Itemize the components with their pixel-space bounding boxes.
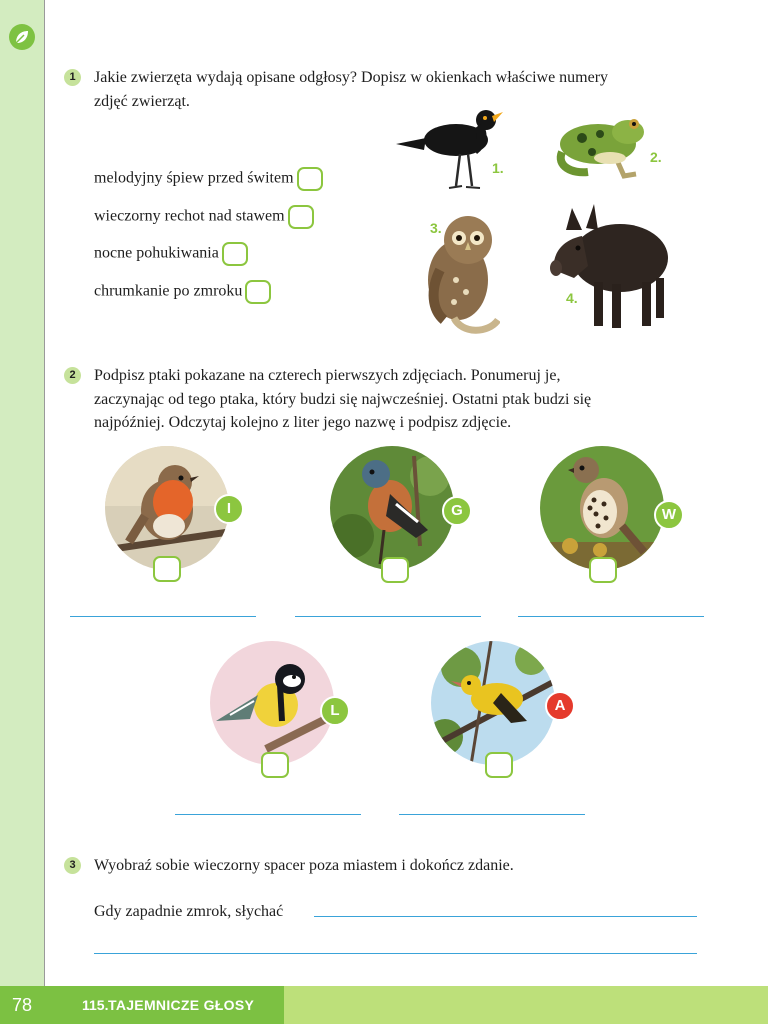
sound-item-4 [94,280,271,304]
answer-box-4[interactable] [245,280,271,304]
leaf-icon [9,24,35,50]
letter-badge-i: I [214,494,244,524]
photo-label-4: 4. [566,290,578,306]
bird-number-box-3[interactable] [589,557,617,583]
sound-item-label: nocne pohukiwania [94,244,219,262]
exercise-2-line-2: zaczynając od tego ptaka, który budzi się najwcześniej. Ostatni ptak budzi się [94,390,592,408]
bird-name-line-1[interactable] [70,616,256,617]
answer-box-3[interactable] [222,242,248,266]
sound-item-label: melodyjny śpiew przed świtem [94,169,294,187]
sound-item-label: wieczorny rechot nad stawem [94,207,285,225]
chapter-title: TAJEMNICZE GŁOSY [108,997,255,1013]
great-tit-photo [210,641,334,765]
exercise-2-line-3: najpóźniej. Odczytaj kolejno z liter jego nazwę i podpisz zdjęcie. [94,414,512,431]
bird-name-line-4[interactable] [175,814,361,815]
exercise-1-line-1: Jakie zwierzęta wydają opisane odgłosy? Dopisz w okienkach właściwe numery [94,69,609,86]
sound-item-1 [94,167,323,191]
answer-box-1[interactable] [297,167,323,191]
frog-photo [552,108,652,180]
letter-badge-w: W [654,500,684,530]
exercise-3-instruction: Wyobraź sobie wieczorny spacer poza miastem i dokończ zdanie. [94,857,514,874]
bird-number-box-1[interactable] [153,556,181,582]
wild-boar-photo [548,196,673,334]
letter-badge-g: G [442,496,472,526]
exercise-number-1: 1 [64,69,81,86]
letter-badge-a: A [545,691,575,721]
answer-box-2[interactable] [288,205,314,229]
bird-number-box-4[interactable] [261,752,289,778]
chaffinch-photo [330,446,454,570]
exercise-number-3: 3 [64,857,81,874]
robin-photo [105,446,229,570]
exercise-3-prompt: Gdy zapadnie zmrok, słychać [94,903,284,920]
page-number: 78 [0,986,44,1024]
exercise-number-2: 2 [64,367,81,384]
bird-name-line-3[interactable] [518,616,704,617]
oriole-photo [431,641,555,765]
chapter-number: 115. [82,997,109,1013]
bird-number-box-5[interactable] [485,752,513,778]
photo-label-2: 2. [650,149,662,165]
song-thrush-photo [540,446,664,570]
exercise-2-instruction [94,364,734,435]
exercise-1-line-2: zdjęć zwierząt. [94,92,190,110]
blackbird-photo [394,100,504,195]
letter-badge-l: L [320,696,350,726]
sound-item-3 [94,242,248,266]
exercise-2-line-1: Podpisz ptaki pokazane na czterech pierwszych zdjęciach. Ponumeruj je, [94,367,561,384]
chapter-label [44,986,284,1024]
sound-item-2 [94,205,314,229]
bird-name-line-5[interactable] [399,814,585,815]
bird-number-box-2[interactable] [381,557,409,583]
bird-name-line-2[interactable] [295,616,481,617]
owl-photo [410,210,500,335]
sound-item-label: chrumkanie po zmroku [94,282,243,300]
answer-line-2[interactable] [94,953,697,954]
photo-label-1: 1. [492,160,504,176]
photo-label-3: 3. [430,220,442,236]
sidebar-strip [0,0,45,986]
answer-line-1[interactable] [314,916,697,917]
